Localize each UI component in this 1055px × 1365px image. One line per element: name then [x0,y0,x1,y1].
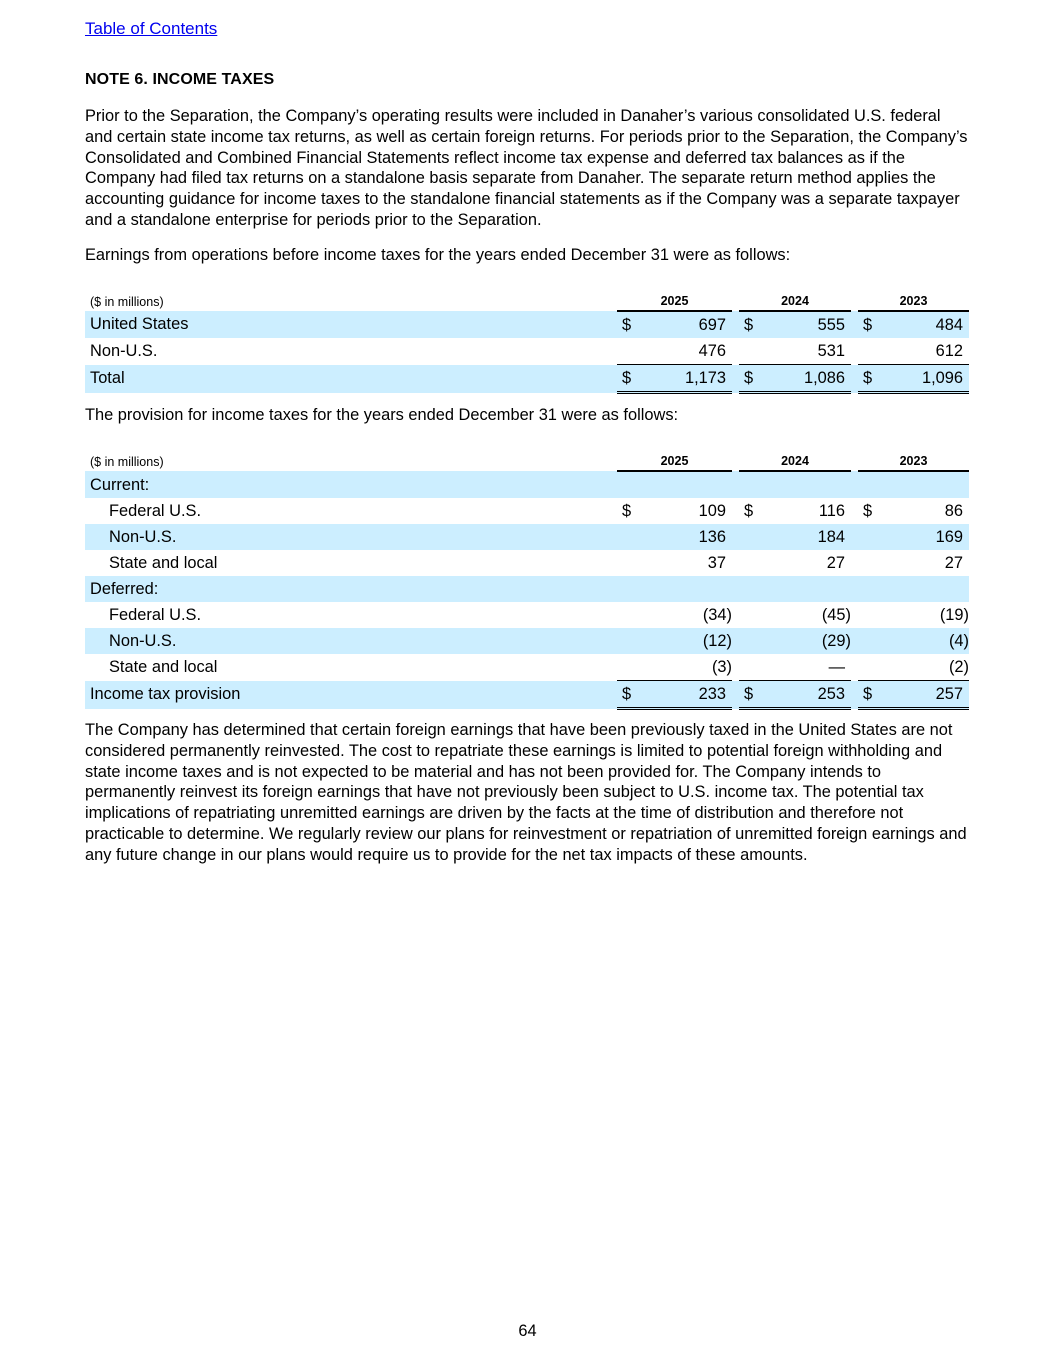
foreign-earnings-paragraph: The Company has determined that certain foreign earnings that have been previously taxed in the United States are not considered permanently reinvested. The cost to repatriate these earnings is limited to potential foreign withholding and state income taxes and is not expected to be material and has not been provided for. The Company intends to permanently reinvest its foreign earnings that have not previously been subject to U.S. income tax. The potential tax implications of repatriating unremitted earnings are driven by the facts at the time of distribution and therefore not practicable to determine. We regularly review our plans for reinvestment or repatriation of unremitted foreign earnings and any future change in our plans would require us to provide for the net tax impacts of these amounts. [85,721,967,864]
unit-label: ($ in millions) [90,455,164,469]
cell-value: — [828,657,845,676]
row-label: Non-U.S. [85,524,617,550]
section-row [85,576,969,602]
currency-symbol: $ [622,501,632,520]
cell-value: 476 [698,341,726,360]
cell-value: 86 [944,501,963,520]
row-label: State and local [109,553,218,572]
cell-value: 184 [761,524,851,550]
total-row [85,681,969,709]
cell-value: 555 [761,311,851,338]
currency-symbol: $ [858,365,880,393]
year-header: 2025 [617,446,732,471]
cell-value: (29) [761,628,851,654]
cell-value: 1,173 [642,365,732,393]
cell-value: 531 [817,341,845,360]
table-row [85,654,969,681]
year-header: 2024 [739,286,851,311]
row-label: Federal U.S. [109,605,202,624]
cell-value: 257 [880,681,969,709]
row-label: Total [85,365,617,393]
cell-value: 27 [826,553,845,572]
section-row [85,471,969,498]
earnings-intro-paragraph: Earnings from operations before income taxes for the years ended December 31 were as follows: [85,246,791,264]
cell-value: 169 [880,524,969,550]
unit-label: ($ in millions) [90,295,164,309]
cell-value: 233 [642,681,732,709]
table-row [85,524,969,550]
table-header-row [85,446,969,471]
cell-value: 109 [698,501,726,520]
table-row [85,311,969,338]
table-row [85,338,969,365]
currency-symbol: $ [739,311,761,338]
earnings-before-taxes-table [85,286,969,394]
cell-value: 116 [818,501,845,520]
cell-value: 484 [880,311,969,338]
row-label: United States [85,311,617,338]
row-label: State and local [109,657,218,676]
year-header: 2025 [617,286,732,311]
section-label: Current: [85,471,969,498]
total-row [85,365,969,393]
cell-value: (4) [880,628,969,654]
year-header: 2023 [858,286,969,311]
cell-value: (12) [642,628,732,654]
cell-value: 37 [707,553,726,572]
cell-value: (3) [711,657,732,676]
currency-symbol: $ [617,681,642,709]
currency-symbol: $ [863,501,873,520]
year-header: 2024 [739,446,851,471]
cell-value: 253 [761,681,851,709]
row-label: Non-U.S. [85,628,617,654]
cell-value: (34) [702,605,732,624]
currency-symbol: $ [739,681,761,709]
table-of-contents-link[interactable]: Table of Contents [85,19,218,38]
cell-value: 1,086 [761,365,851,393]
currency-symbol: $ [858,311,880,338]
table-header-row [85,286,969,311]
table-row [85,498,969,524]
income-tax-provision-table [85,446,969,710]
table-row [85,602,969,628]
currency-symbol: $ [617,311,642,338]
currency-symbol: $ [744,501,754,520]
cell-value: (2) [948,657,969,676]
row-label: Income tax provision [85,681,617,709]
year-header: 2023 [858,446,969,471]
cell-value: 612 [935,341,963,360]
row-label: Federal U.S. [109,501,202,520]
cell-value: (19) [939,605,969,624]
section-label: Deferred: [85,576,969,602]
currency-symbol: $ [858,681,880,709]
cell-value: 27 [944,553,963,572]
page-number: 64 [518,1322,537,1340]
provision-intro-paragraph: The provision for income taxes for the years ended December 31 were as follows: [85,406,679,424]
currency-symbol: $ [617,365,642,393]
cell-value: (45) [821,605,851,624]
cell-value: 1,096 [880,365,969,393]
row-label: Non-U.S. [90,341,158,360]
cell-value: 697 [642,311,732,338]
cell-value: 136 [642,524,732,550]
table-row [85,628,969,654]
currency-symbol: $ [739,365,761,393]
note-title: NOTE 6. INCOME TAXES [85,71,275,88]
table-row [85,550,969,576]
separation-paragraph: Prior to the Separation, the Company’s operating results were included in Danaher’s various consolidated U.S. federal and certain state income tax returns, as well as certain foreign returns. For periods prior to the Separation, the Company’s Consolidated and Combined Financial Statements reflect income tax expense and deferred tax balances as if the Company had filed tax returns on a standalone basis separate from Danaher. The separate return method applies the accounting guidance for income taxes to the standalone financial statements as if the Company was a separate taxpayer and a standalone enterprise for periods prior to the Separation. [85,107,968,229]
